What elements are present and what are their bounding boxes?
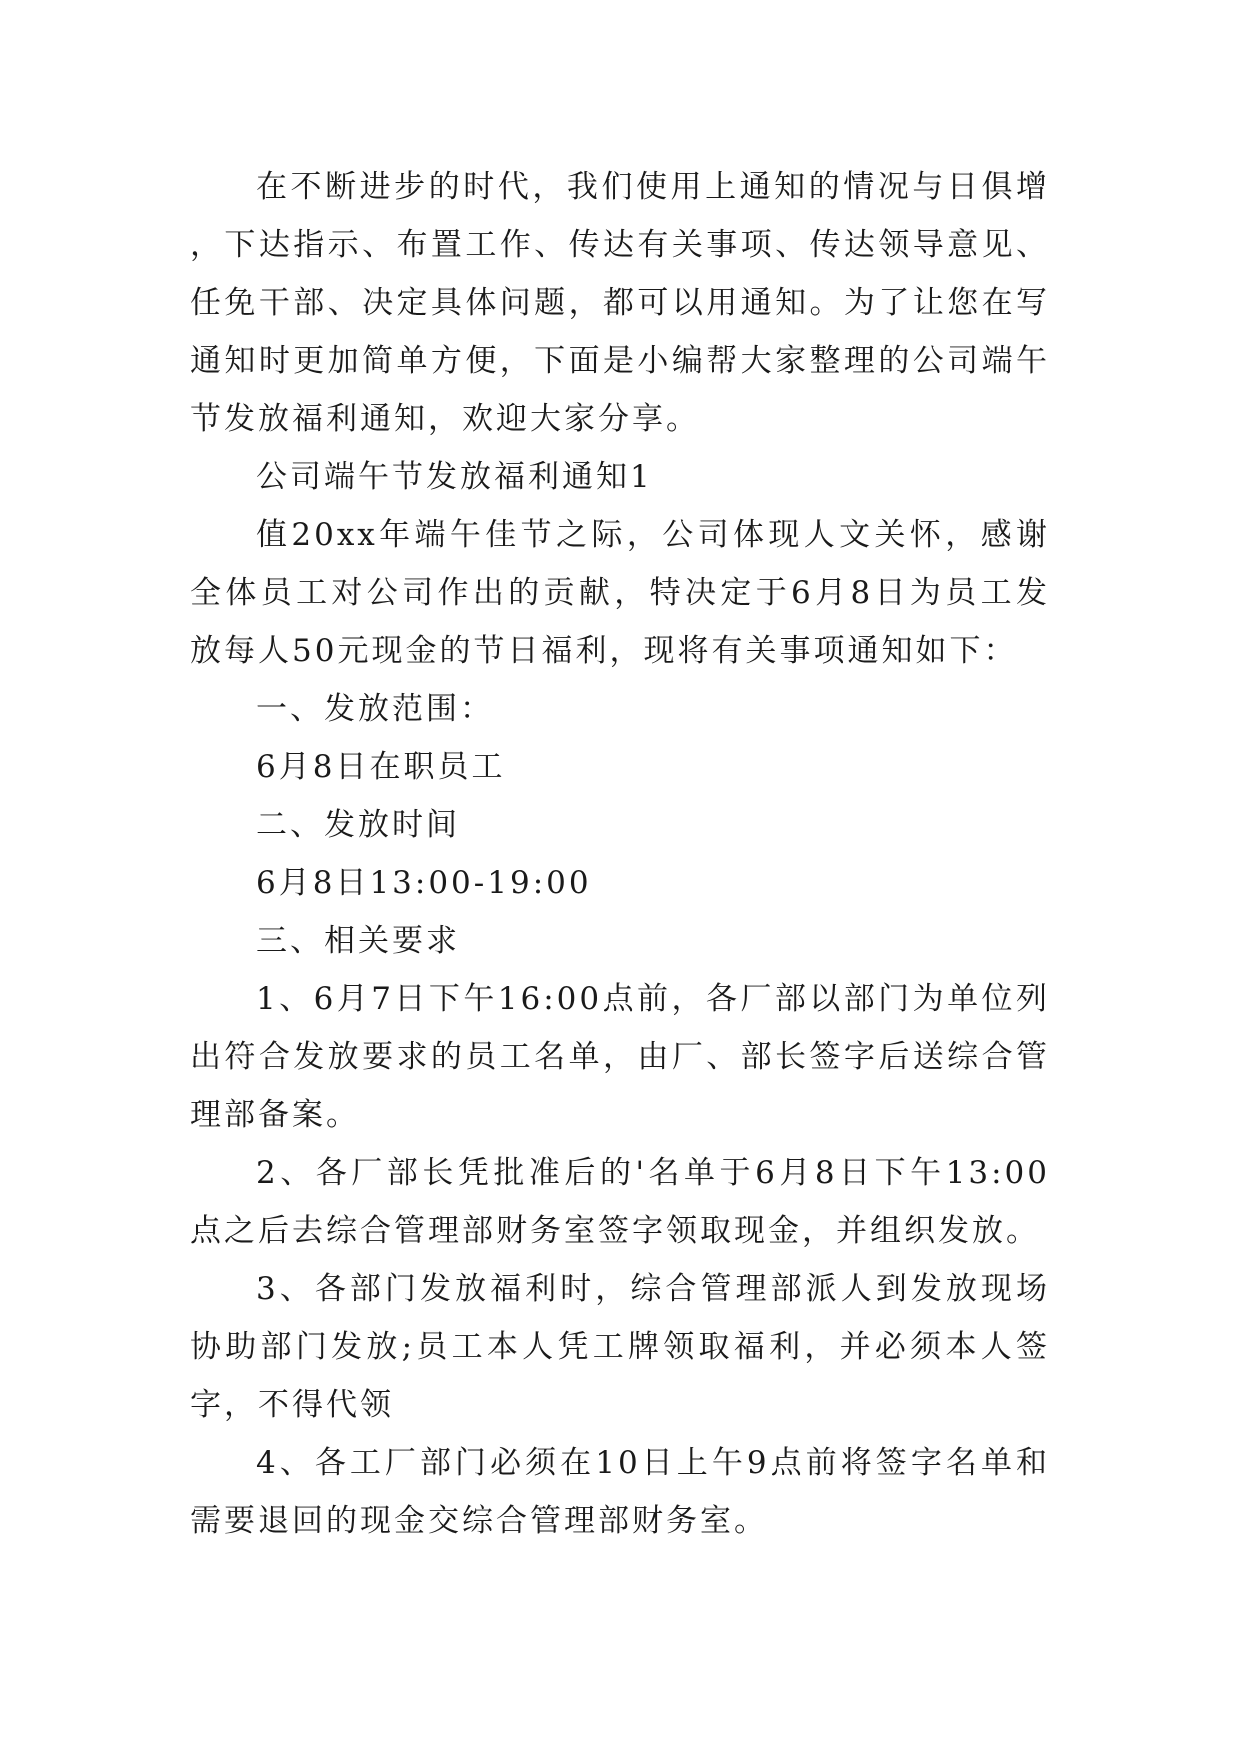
section-heading-time: 二、发放时间 (256, 807, 460, 843)
scope-text: 6月8日在职员工 (256, 749, 506, 785)
requirement-item-4: 4、各工厂部门必须在10日上午9点前将签字名单和需要退回的现金交综合管理部财务室。 (190, 1445, 1050, 1539)
document-body (190, 158, 1050, 1550)
intro-paragraph: 在不断进步的时代，我们使用上通知的情况与日俱增，下达指示、布置工作、传达有关事项、传达领导意见、任免干部、决定具体问题，都可以用通知。为了让您在写通知时更加简单方便，下面是小编帮大家整理的公司端午节发放福利通知，欢迎大家分享。 (190, 169, 1050, 437)
time-text: 6月8日13:00-19:00 (256, 865, 592, 901)
notice-opening-paragraph: 值20xx年端午佳节之际，公司体现人文关怀，感谢全体员工对公司作出的贡献，特决定于6月8日为员工发放每人50元现金的节日福利，现将有关事项通知如下： (190, 517, 1050, 669)
section-heading-requirements: 三、相关要求 (256, 923, 460, 959)
notice-title: 公司端午节发放福利通知1 (256, 459, 653, 495)
requirement-item-1: 1、6月7日下午16:00点前，各厂部以部门为单位列出符合发放要求的员工名单，由厂、部长签字后送综合管理部备案。 (190, 981, 1050, 1133)
requirement-item-3: 3、各部门发放福利时，综合管理部派人到发放现场协助部门发放;员工本人凭工牌领取福利，并必须本人签字，不得代领 (190, 1271, 1050, 1423)
requirement-item-2: 2、各厂部长凭批准后的'名单于6月8日下午13:00点之后去综合管理部财务室签字领取现金，并组织发放。 (190, 1155, 1050, 1249)
section-heading-scope: 一、发放范围： (256, 691, 494, 727)
